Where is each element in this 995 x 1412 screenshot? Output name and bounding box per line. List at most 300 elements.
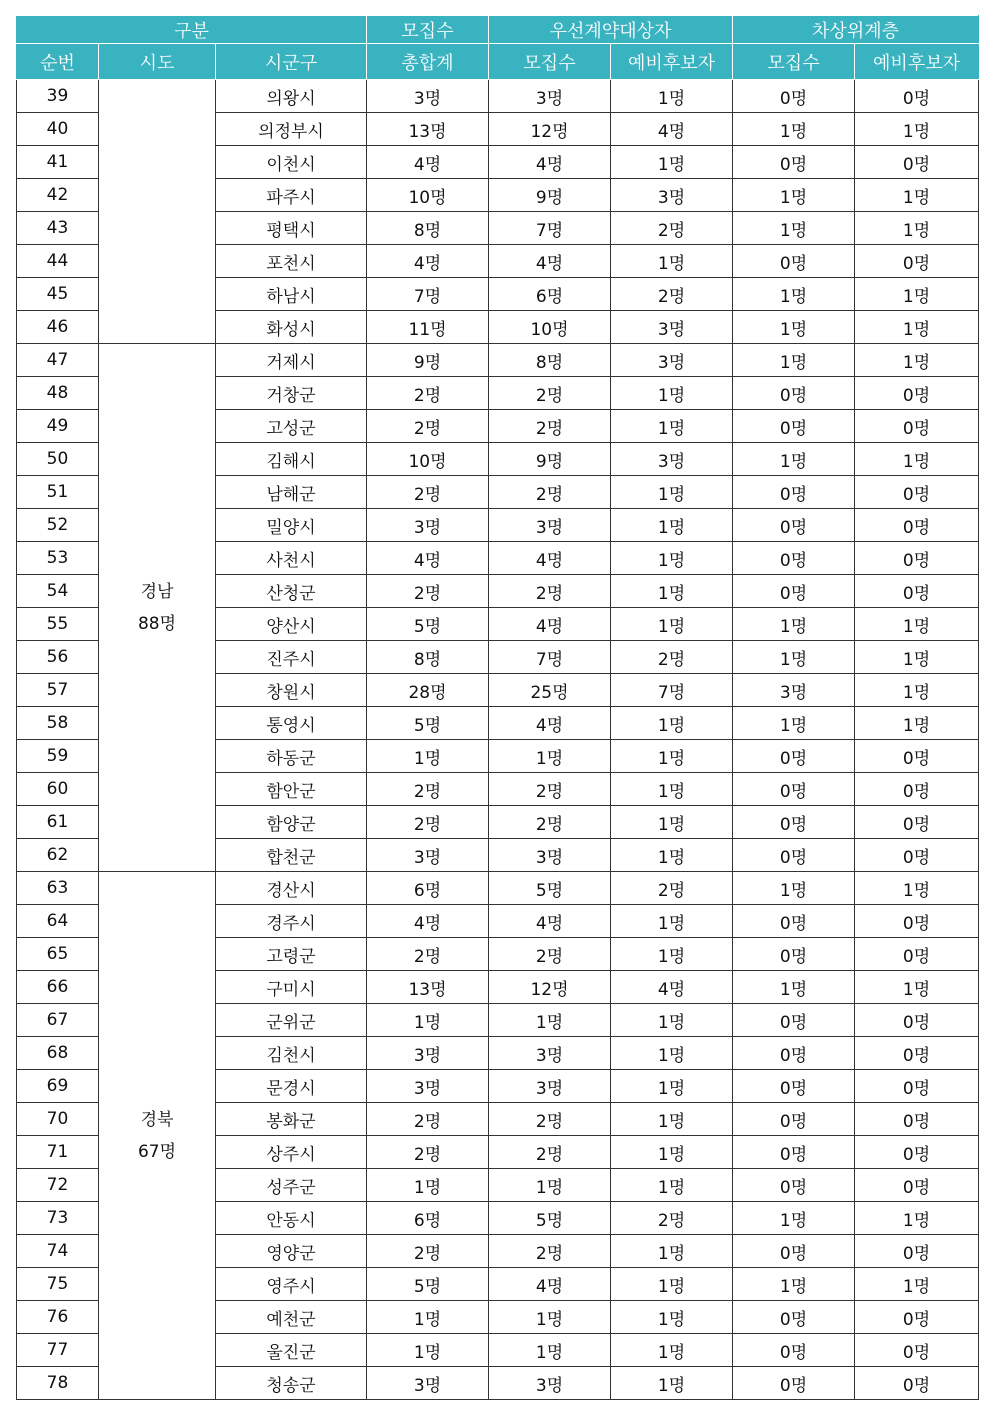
cell-priority-reserve: 1명 xyxy=(611,1235,733,1268)
cell-no: 66 xyxy=(17,971,99,1004)
header-group-near-poverty: 차상위계층 xyxy=(733,16,979,44)
cell-sigungu: 거창군 xyxy=(216,377,367,410)
cell-near-poverty-recruit: 1명 xyxy=(733,641,855,674)
header-sido: 시도 xyxy=(99,44,216,80)
cell-priority-recruit: 4명 xyxy=(489,905,611,938)
cell-total: 6명 xyxy=(367,872,489,905)
header-sigungu: 시군구 xyxy=(216,44,367,80)
cell-total: 10명 xyxy=(367,443,489,476)
cell-sido xyxy=(99,344,216,872)
cell-near-poverty-reserve: 1명 xyxy=(855,971,979,1004)
cell-near-poverty-reserve: 1명 xyxy=(855,872,979,905)
cell-priority-reserve: 1명 xyxy=(611,740,733,773)
cell-no: 77 xyxy=(17,1334,99,1367)
cell-no: 53 xyxy=(17,542,99,575)
cell-priority-recruit: 4명 xyxy=(489,1268,611,1301)
cell-priority-recruit: 3명 xyxy=(489,839,611,872)
table-row xyxy=(17,872,979,905)
cell-sido xyxy=(99,872,216,1400)
cell-near-poverty-recruit: 0명 xyxy=(733,1136,855,1169)
cell-sigungu: 안동시 xyxy=(216,1202,367,1235)
cell-total: 10명 xyxy=(367,179,489,212)
cell-priority-reserve: 1명 xyxy=(611,1169,733,1202)
cell-priority-reserve: 2명 xyxy=(611,1202,733,1235)
cell-priority-recruit: 12명 xyxy=(489,113,611,146)
header-near-poverty-recruit: 모집수 xyxy=(733,44,855,80)
cell-no: 64 xyxy=(17,905,99,938)
cell-priority-reserve: 2명 xyxy=(611,641,733,674)
cell-sigungu: 창원시 xyxy=(216,674,367,707)
cell-near-poverty-reserve: 0명 xyxy=(855,1301,979,1334)
cell-priority-reserve: 1명 xyxy=(611,608,733,641)
cell-priority-reserve: 1명 xyxy=(611,245,733,278)
cell-total: 5명 xyxy=(367,1268,489,1301)
cell-near-poverty-recruit: 1명 xyxy=(733,179,855,212)
cell-total: 2명 xyxy=(367,773,489,806)
cell-sigungu: 포천시 xyxy=(216,245,367,278)
cell-total: 4명 xyxy=(367,146,489,179)
cell-total: 9명 xyxy=(367,344,489,377)
cell-near-poverty-recruit: 0명 xyxy=(733,575,855,608)
cell-near-poverty-reserve: 0명 xyxy=(855,509,979,542)
cell-near-poverty-reserve: 1명 xyxy=(855,443,979,476)
cell-sigungu: 양산시 xyxy=(216,608,367,641)
cell-priority-reserve: 1명 xyxy=(611,1136,733,1169)
cell-near-poverty-reserve: 0명 xyxy=(855,773,979,806)
cell-near-poverty-reserve: 0명 xyxy=(855,377,979,410)
cell-priority-recruit: 2명 xyxy=(489,806,611,839)
cell-total: 7명 xyxy=(367,278,489,311)
cell-sigungu: 하남시 xyxy=(216,278,367,311)
cell-near-poverty-reserve: 1명 xyxy=(855,1202,979,1235)
cell-near-poverty-recruit: 0명 xyxy=(733,1301,855,1334)
cell-near-poverty-recruit: 0명 xyxy=(733,146,855,179)
cell-sigungu: 통영시 xyxy=(216,707,367,740)
cell-priority-reserve: 1명 xyxy=(611,476,733,509)
cell-sigungu: 함양군 xyxy=(216,806,367,839)
cell-sigungu: 산청군 xyxy=(216,575,367,608)
cell-sigungu: 봉화군 xyxy=(216,1103,367,1136)
cell-sigungu: 울진군 xyxy=(216,1334,367,1367)
cell-near-poverty-reserve: 0명 xyxy=(855,410,979,443)
cell-near-poverty-reserve: 1명 xyxy=(855,674,979,707)
cell-near-poverty-recruit: 1명 xyxy=(733,608,855,641)
cell-sigungu: 사천시 xyxy=(216,542,367,575)
cell-near-poverty-recruit: 0명 xyxy=(733,1334,855,1367)
cell-no: 61 xyxy=(17,806,99,839)
cell-near-poverty-reserve: 0명 xyxy=(855,1334,979,1367)
cell-priority-recruit: 3명 xyxy=(489,1037,611,1070)
cell-near-poverty-recruit: 1명 xyxy=(733,1202,855,1235)
cell-priority-reserve: 1명 xyxy=(611,938,733,971)
cell-sigungu: 진주시 xyxy=(216,641,367,674)
cell-priority-reserve: 1명 xyxy=(611,839,733,872)
cell-near-poverty-reserve: 1명 xyxy=(855,344,979,377)
cell-sigungu: 고성군 xyxy=(216,410,367,443)
cell-sigungu: 문경시 xyxy=(216,1070,367,1103)
cell-priority-recruit: 1명 xyxy=(489,1334,611,1367)
cell-priority-reserve: 1명 xyxy=(611,773,733,806)
cell-no: 56 xyxy=(17,641,99,674)
cell-near-poverty-reserve: 0명 xyxy=(855,1169,979,1202)
cell-total: 4명 xyxy=(367,245,489,278)
cell-total: 1명 xyxy=(367,1301,489,1334)
cell-near-poverty-reserve: 0명 xyxy=(855,1037,979,1070)
cell-near-poverty-reserve: 0명 xyxy=(855,806,979,839)
cell-no: 67 xyxy=(17,1004,99,1037)
cell-near-poverty-recruit: 0명 xyxy=(733,839,855,872)
cell-total: 2명 xyxy=(367,476,489,509)
cell-total: 6명 xyxy=(367,1202,489,1235)
cell-priority-reserve: 3명 xyxy=(611,344,733,377)
sido-name: 경남 xyxy=(140,581,174,602)
header-group-priority: 우선계약대상자 xyxy=(489,16,733,44)
cell-priority-reserve: 1명 xyxy=(611,575,733,608)
header-near-poverty-reserve: 예비후보자 xyxy=(855,44,979,80)
cell-priority-reserve: 1명 xyxy=(611,1004,733,1037)
cell-total: 3명 xyxy=(367,509,489,542)
cell-priority-recruit: 7명 xyxy=(489,641,611,674)
cell-near-poverty-reserve: 0명 xyxy=(855,80,979,113)
cell-no: 76 xyxy=(17,1301,99,1334)
cell-near-poverty-recruit: 0명 xyxy=(733,938,855,971)
cell-priority-recruit: 25명 xyxy=(489,674,611,707)
cell-no: 50 xyxy=(17,443,99,476)
cell-priority-recruit: 2명 xyxy=(489,1103,611,1136)
recruitment-table xyxy=(16,15,979,1400)
cell-near-poverty-reserve: 0명 xyxy=(855,1004,979,1037)
cell-total: 3명 xyxy=(367,1070,489,1103)
cell-no: 47 xyxy=(17,344,99,377)
cell-near-poverty-recruit: 1명 xyxy=(733,344,855,377)
cell-priority-reserve: 1명 xyxy=(611,509,733,542)
cell-no: 42 xyxy=(17,179,99,212)
cell-near-poverty-reserve: 0명 xyxy=(855,542,979,575)
cell-total: 2명 xyxy=(367,1136,489,1169)
cell-total: 4명 xyxy=(367,905,489,938)
table-body xyxy=(17,80,979,1400)
cell-total: 5명 xyxy=(367,608,489,641)
cell-priority-reserve: 2명 xyxy=(611,278,733,311)
sido-count: 88명 xyxy=(137,613,177,634)
cell-no: 73 xyxy=(17,1202,99,1235)
cell-near-poverty-recruit: 1명 xyxy=(733,311,855,344)
cell-near-poverty-reserve: 1명 xyxy=(855,278,979,311)
cell-sigungu: 영양군 xyxy=(216,1235,367,1268)
cell-priority-recruit: 2명 xyxy=(489,476,611,509)
cell-sigungu: 함안군 xyxy=(216,773,367,806)
sido-name: 경북 xyxy=(140,1109,174,1130)
cell-no: 46 xyxy=(17,311,99,344)
cell-near-poverty-recruit: 0명 xyxy=(733,476,855,509)
cell-priority-recruit: 4명 xyxy=(489,245,611,278)
cell-priority-reserve: 1명 xyxy=(611,707,733,740)
cell-total: 13명 xyxy=(367,113,489,146)
cell-sido xyxy=(99,80,216,344)
cell-total: 1명 xyxy=(367,740,489,773)
cell-total: 1명 xyxy=(367,1004,489,1037)
cell-priority-reserve: 1명 xyxy=(611,806,733,839)
cell-priority-recruit: 1명 xyxy=(489,1301,611,1334)
cell-priority-recruit: 1명 xyxy=(489,740,611,773)
cell-near-poverty-reserve: 0명 xyxy=(855,146,979,179)
cell-sigungu: 이천시 xyxy=(216,146,367,179)
cell-priority-recruit: 3명 xyxy=(489,509,611,542)
cell-near-poverty-recruit: 3명 xyxy=(733,674,855,707)
cell-near-poverty-recruit: 0명 xyxy=(733,410,855,443)
cell-no: 49 xyxy=(17,410,99,443)
header-priority-recruit: 모집수 xyxy=(489,44,611,80)
cell-sigungu: 구미시 xyxy=(216,971,367,1004)
cell-priority-reserve: 3명 xyxy=(611,443,733,476)
cell-near-poverty-reserve: 0명 xyxy=(855,245,979,278)
cell-priority-recruit: 3명 xyxy=(489,1367,611,1400)
cell-near-poverty-recruit: 1명 xyxy=(733,707,855,740)
cell-no: 55 xyxy=(17,608,99,641)
cell-priority-recruit: 9명 xyxy=(489,443,611,476)
cell-priority-reserve: 3명 xyxy=(611,311,733,344)
cell-sigungu: 상주시 xyxy=(216,1136,367,1169)
cell-priority-recruit: 2명 xyxy=(489,410,611,443)
cell-no: 39 xyxy=(17,80,99,113)
cell-sigungu: 성주군 xyxy=(216,1169,367,1202)
cell-priority-reserve: 1명 xyxy=(611,1103,733,1136)
cell-near-poverty-reserve: 0명 xyxy=(855,839,979,872)
cell-no: 51 xyxy=(17,476,99,509)
cell-near-poverty-recruit: 1명 xyxy=(733,212,855,245)
cell-no: 68 xyxy=(17,1037,99,1070)
cell-total: 3명 xyxy=(367,839,489,872)
cell-sigungu: 영주시 xyxy=(216,1268,367,1301)
cell-priority-reserve: 2명 xyxy=(611,212,733,245)
cell-near-poverty-reserve: 0명 xyxy=(855,938,979,971)
cell-total: 28명 xyxy=(367,674,489,707)
cell-priority-reserve: 1명 xyxy=(611,146,733,179)
header-group-category: 구분 xyxy=(17,16,367,44)
cell-near-poverty-recruit: 1명 xyxy=(733,1268,855,1301)
cell-near-poverty-reserve: 0명 xyxy=(855,905,979,938)
cell-near-poverty-reserve: 1명 xyxy=(855,707,979,740)
cell-total: 1명 xyxy=(367,1169,489,1202)
cell-near-poverty-recruit: 0명 xyxy=(733,542,855,575)
cell-priority-recruit: 10명 xyxy=(489,311,611,344)
cell-no: 59 xyxy=(17,740,99,773)
cell-near-poverty-recruit: 0명 xyxy=(733,740,855,773)
cell-priority-recruit: 8명 xyxy=(489,344,611,377)
sido-count: 67명 xyxy=(137,1141,177,1162)
header-no: 순번 xyxy=(17,44,99,80)
cell-priority-recruit: 3명 xyxy=(489,80,611,113)
cell-priority-reserve: 1명 xyxy=(611,1037,733,1070)
cell-near-poverty-recruit: 1명 xyxy=(733,971,855,1004)
cell-priority-recruit: 1명 xyxy=(489,1004,611,1037)
cell-near-poverty-reserve: 1명 xyxy=(855,641,979,674)
cell-priority-reserve: 1명 xyxy=(611,1268,733,1301)
cell-near-poverty-reserve: 0명 xyxy=(855,1235,979,1268)
cell-sigungu: 의왕시 xyxy=(216,80,367,113)
cell-priority-recruit: 2명 xyxy=(489,1235,611,1268)
cell-near-poverty-recruit: 1명 xyxy=(733,278,855,311)
cell-priority-reserve: 1명 xyxy=(611,905,733,938)
cell-sigungu: 하동군 xyxy=(216,740,367,773)
cell-total: 2명 xyxy=(367,806,489,839)
cell-priority-recruit: 2명 xyxy=(489,773,611,806)
cell-total: 3명 xyxy=(367,1037,489,1070)
cell-no: 57 xyxy=(17,674,99,707)
cell-total: 2명 xyxy=(367,377,489,410)
cell-no: 40 xyxy=(17,113,99,146)
cell-near-poverty-reserve: 0명 xyxy=(855,740,979,773)
cell-no: 41 xyxy=(17,146,99,179)
cell-near-poverty-reserve: 1명 xyxy=(855,608,979,641)
cell-total: 2명 xyxy=(367,575,489,608)
cell-total: 2명 xyxy=(367,410,489,443)
cell-near-poverty-recruit: 1명 xyxy=(733,443,855,476)
cell-near-poverty-reserve: 0명 xyxy=(855,476,979,509)
cell-sigungu: 파주시 xyxy=(216,179,367,212)
cell-priority-recruit: 4명 xyxy=(489,542,611,575)
cell-sigungu: 밀양시 xyxy=(216,509,367,542)
cell-sigungu: 경산시 xyxy=(216,872,367,905)
cell-sigungu: 거제시 xyxy=(216,344,367,377)
cell-total: 3명 xyxy=(367,1367,489,1400)
cell-sigungu: 예천군 xyxy=(216,1301,367,1334)
cell-total: 13명 xyxy=(367,971,489,1004)
cell-priority-reserve: 1명 xyxy=(611,1301,733,1334)
cell-priority-recruit: 5명 xyxy=(489,1202,611,1235)
cell-near-poverty-recruit: 0명 xyxy=(733,1004,855,1037)
cell-near-poverty-recruit: 1명 xyxy=(733,872,855,905)
cell-near-poverty-recruit: 0명 xyxy=(733,245,855,278)
cell-priority-reserve: 2명 xyxy=(611,872,733,905)
cell-priority-recruit: 2명 xyxy=(489,938,611,971)
cell-priority-reserve: 4명 xyxy=(611,113,733,146)
cell-no: 71 xyxy=(17,1136,99,1169)
cell-sigungu: 합천군 xyxy=(216,839,367,872)
cell-near-poverty-recruit: 0명 xyxy=(733,509,855,542)
cell-sigungu: 평택시 xyxy=(216,212,367,245)
cell-priority-reserve: 4명 xyxy=(611,971,733,1004)
cell-no: 69 xyxy=(17,1070,99,1103)
cell-priority-recruit: 3명 xyxy=(489,1070,611,1103)
cell-sigungu: 군위군 xyxy=(216,1004,367,1037)
cell-near-poverty-reserve: 0명 xyxy=(855,1103,979,1136)
cell-near-poverty-recruit: 0명 xyxy=(733,1235,855,1268)
cell-no: 54 xyxy=(17,575,99,608)
cell-no: 52 xyxy=(17,509,99,542)
cell-sigungu: 고령군 xyxy=(216,938,367,971)
cell-priority-recruit: 2명 xyxy=(489,377,611,410)
cell-total: 11명 xyxy=(367,311,489,344)
cell-priority-recruit: 6명 xyxy=(489,278,611,311)
cell-priority-recruit: 4명 xyxy=(489,146,611,179)
cell-priority-recruit: 9명 xyxy=(489,179,611,212)
cell-no: 74 xyxy=(17,1235,99,1268)
cell-priority-reserve: 1명 xyxy=(611,1334,733,1367)
cell-total: 5명 xyxy=(367,707,489,740)
cell-priority-reserve: 1명 xyxy=(611,80,733,113)
cell-total: 2명 xyxy=(367,1235,489,1268)
cell-total: 3명 xyxy=(367,80,489,113)
cell-total: 1명 xyxy=(367,1334,489,1367)
cell-no: 65 xyxy=(17,938,99,971)
cell-near-poverty-recruit: 0명 xyxy=(733,1103,855,1136)
cell-no: 48 xyxy=(17,377,99,410)
cell-near-poverty-reserve: 0명 xyxy=(855,575,979,608)
cell-near-poverty-reserve: 0명 xyxy=(855,1070,979,1103)
cell-sigungu: 화성시 xyxy=(216,311,367,344)
cell-no: 70 xyxy=(17,1103,99,1136)
cell-priority-reserve: 1명 xyxy=(611,410,733,443)
cell-total: 8명 xyxy=(367,212,489,245)
cell-sigungu: 김천시 xyxy=(216,1037,367,1070)
cell-sigungu: 경주시 xyxy=(216,905,367,938)
table-row xyxy=(17,344,979,377)
cell-total: 2명 xyxy=(367,938,489,971)
cell-sigungu: 남해군 xyxy=(216,476,367,509)
cell-near-poverty-reserve: 1명 xyxy=(855,1268,979,1301)
cell-no: 44 xyxy=(17,245,99,278)
cell-priority-reserve: 1명 xyxy=(611,542,733,575)
cell-priority-recruit: 4명 xyxy=(489,608,611,641)
table-header xyxy=(17,16,979,80)
cell-priority-recruit: 1명 xyxy=(489,1169,611,1202)
cell-near-poverty-recruit: 0명 xyxy=(733,1169,855,1202)
cell-sigungu: 김해시 xyxy=(216,443,367,476)
cell-priority-reserve: 1명 xyxy=(611,1070,733,1103)
cell-total: 4명 xyxy=(367,542,489,575)
cell-priority-recruit: 2명 xyxy=(489,1136,611,1169)
cell-near-poverty-reserve: 1명 xyxy=(855,311,979,344)
cell-near-poverty-reserve: 1명 xyxy=(855,113,979,146)
cell-near-poverty-recruit: 0명 xyxy=(733,1037,855,1070)
cell-priority-reserve: 1명 xyxy=(611,377,733,410)
cell-sigungu: 의정부시 xyxy=(216,113,367,146)
cell-priority-recruit: 12명 xyxy=(489,971,611,1004)
cell-near-poverty-reserve: 0명 xyxy=(855,1367,979,1400)
cell-no: 63 xyxy=(17,872,99,905)
header-priority-reserve: 예비후보자 xyxy=(611,44,733,80)
cell-near-poverty-recruit: 0명 xyxy=(733,80,855,113)
cell-near-poverty-recruit: 0명 xyxy=(733,1070,855,1103)
cell-priority-recruit: 4명 xyxy=(489,707,611,740)
cell-near-poverty-recruit: 0명 xyxy=(733,377,855,410)
cell-no: 72 xyxy=(17,1169,99,1202)
cell-no: 43 xyxy=(17,212,99,245)
cell-near-poverty-recruit: 0명 xyxy=(733,773,855,806)
cell-near-poverty-reserve: 1명 xyxy=(855,179,979,212)
cell-near-poverty-recruit: 0명 xyxy=(733,905,855,938)
cell-no: 75 xyxy=(17,1268,99,1301)
cell-near-poverty-reserve: 1명 xyxy=(855,212,979,245)
cell-no: 62 xyxy=(17,839,99,872)
cell-priority-recruit: 2명 xyxy=(489,575,611,608)
cell-near-poverty-reserve: 0명 xyxy=(855,1136,979,1169)
cell-priority-reserve: 1명 xyxy=(611,1367,733,1400)
cell-no: 78 xyxy=(17,1367,99,1400)
cell-total: 8명 xyxy=(367,641,489,674)
cell-priority-reserve: 7명 xyxy=(611,674,733,707)
cell-no: 45 xyxy=(17,278,99,311)
cell-sigungu: 청송군 xyxy=(216,1367,367,1400)
cell-priority-recruit: 7명 xyxy=(489,212,611,245)
cell-near-poverty-recruit: 1명 xyxy=(733,113,855,146)
table-row xyxy=(17,80,979,113)
header-total: 총합계 xyxy=(367,44,489,80)
cell-priority-reserve: 3명 xyxy=(611,179,733,212)
cell-no: 58 xyxy=(17,707,99,740)
cell-near-poverty-recruit: 0명 xyxy=(733,806,855,839)
